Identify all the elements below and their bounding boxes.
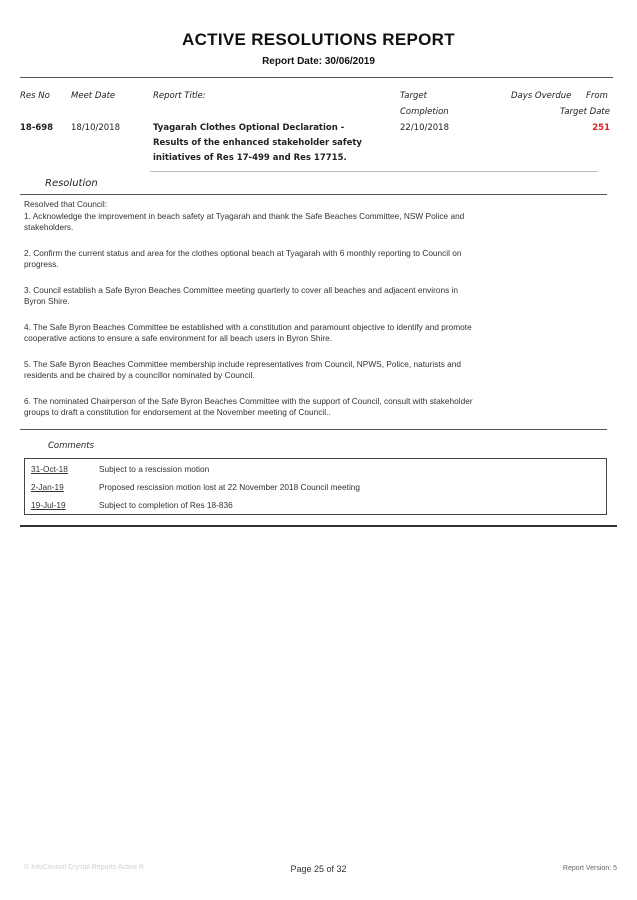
resolution-item-6-line-2: groups to draft a constitution for endorsement at the November meeting of Council.. — [24, 407, 331, 417]
column-header-days-overdue: Days Overdue — [511, 91, 572, 101]
comment-text: Proposed rescission motion lost at 22 November 2018 Council meeting — [99, 482, 361, 492]
meet-date-value: 18/10/2018 — [71, 123, 120, 133]
column-header-report-title: Report Title: — [153, 91, 206, 101]
header-top-rule — [20, 77, 613, 78]
resolution-item-2-line-1: 2. Confirm the current status and area for the clothes optional beach at Tyagarah with 6 monthly reporting to Council on — [24, 247, 462, 258]
column-header-target-date: Target Date — [560, 107, 610, 117]
column-header-completion: Completion — [400, 107, 449, 117]
footer-copyright: © InfoCouncil Crystal Reports Active R — [24, 864, 144, 871]
comments-heading: Comments — [48, 441, 95, 451]
resolution-heading: Resolution — [45, 178, 98, 189]
column-header-res-no: Res No — [20, 91, 50, 101]
comments-rule — [20, 429, 607, 430]
report-title: ACTIVE RESOLUTIONS REPORT — [182, 30, 455, 49]
resolution-item-5-line-2: residents and be chaired by a councillor nominated by Council. — [24, 370, 255, 380]
comment-text: Subject to completion of Res 18-836 — [99, 500, 233, 510]
resolution-item-1-line-1: 1. Acknowledge the improvement in beach safety at Tyagarah and thank the Safe Beaches Committee, NSW Police and — [24, 210, 465, 221]
target-completion-value: 22/10/2018 — [400, 123, 449, 133]
resolution-intro: Resolved that Council: — [24, 199, 108, 209]
comment-date: 19-Jul-19 — [31, 500, 66, 510]
resolution-item-4-line-1: 4. The Safe Byron Beaches Committee be established with a constitution and paramount objective to identify and promote — [24, 321, 472, 332]
resolution-item-2-line-2: progress. — [24, 259, 59, 269]
resolution-rule — [20, 194, 607, 195]
record-end-rule — [20, 525, 617, 527]
comment-text: Subject to a rescission motion — [99, 464, 210, 474]
column-header-target: Target — [400, 91, 427, 101]
resolution-item-3-line-2: Byron Shire. — [24, 296, 70, 306]
comment-date: 2-Jan-19 — [31, 482, 64, 492]
report-title-line-3: initiatives of Res 17-499 and Res 17715. — [153, 153, 347, 163]
report-title-line-2: Results of the enhanced stakeholder safety — [153, 138, 362, 148]
resolution-body — [24, 199, 564, 419]
column-header-from: From — [586, 91, 608, 101]
column-header-meet-date: Meet Date — [71, 91, 116, 101]
resolution-item-6-line-1: 6. The nominated Chairperson of the Safe Byron Beaches Committee with the support of Council, consult with stakeholder — [24, 395, 473, 406]
days-overdue-value: 251 — [592, 123, 610, 133]
record-divider — [150, 171, 598, 172]
resolution-item-1-line-2: stakeholders. — [24, 222, 74, 232]
resolution-item-3-line-1: 3. Council establish a Safe Byron Beaches Committee meeting quarterly to cover all beaches and adjacent environs in — [24, 284, 458, 295]
report-date: Report Date: 30/06/2019 — [262, 56, 375, 67]
footer-page-number: Page 25 of 32 — [290, 864, 347, 874]
report-title-line-1: Tyagarah Clothes Optional Declaration - — [153, 123, 345, 133]
comments-table — [24, 458, 607, 515]
footer-report-version: Report Version: 5 — [562, 865, 617, 872]
res-no-value: 18-698 — [20, 123, 54, 133]
resolution-item-4-line-2: cooperative actions to ensure a safe environment for all beach users in Byron Shire. — [24, 333, 333, 343]
resolution-item-5-line-1: 5. The Safe Byron Beaches Committee membership include representatives from Council, NPWS, Police, naturists and — [24, 358, 462, 369]
comment-date: 31-Oct-18 — [31, 464, 68, 474]
